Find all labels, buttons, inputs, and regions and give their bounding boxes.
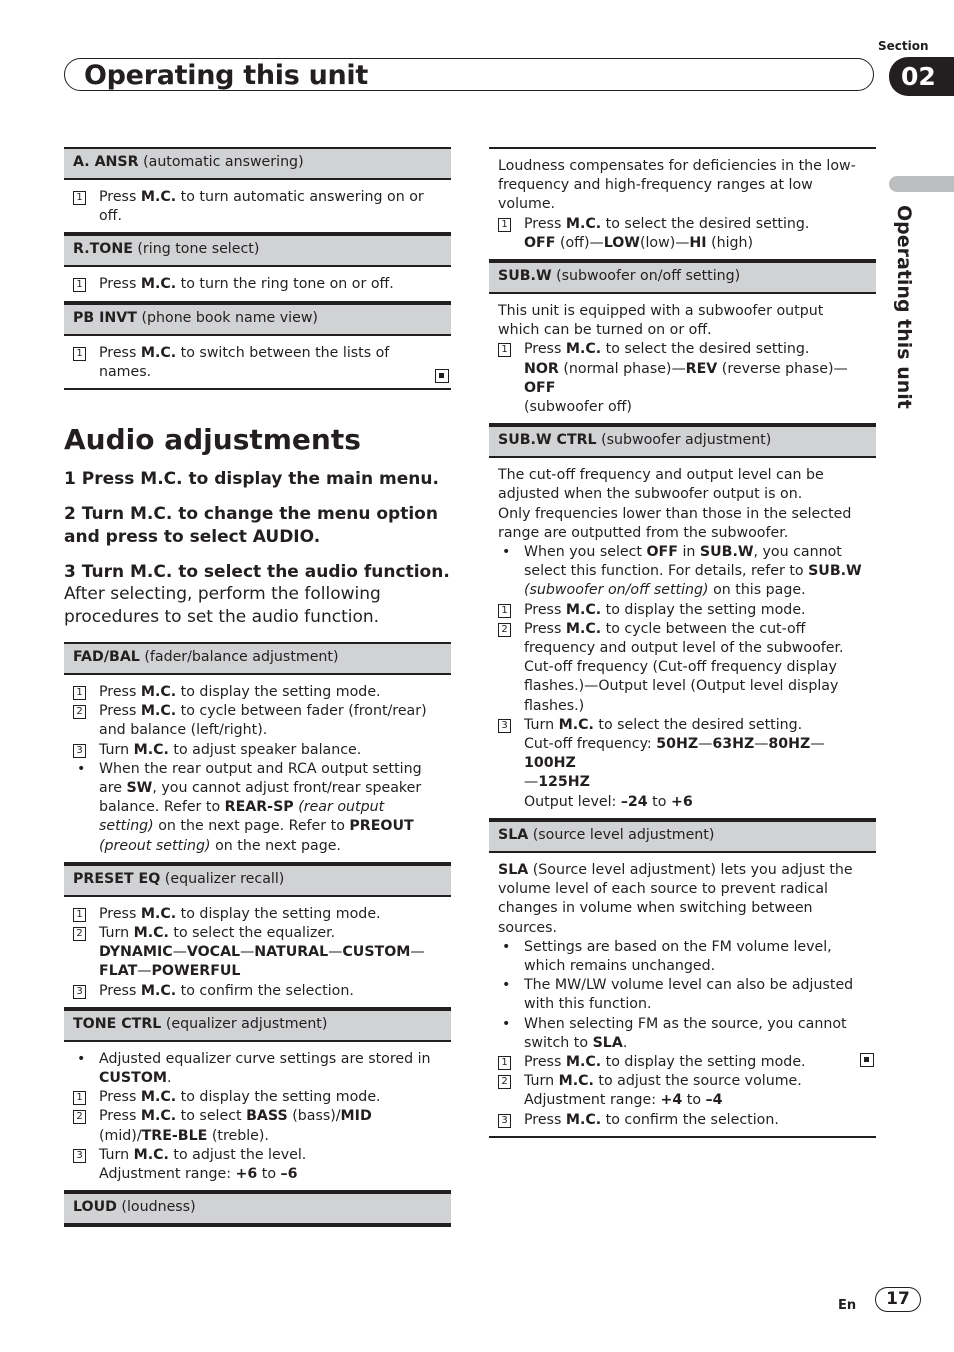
text-run: (mid)/ bbox=[99, 1127, 142, 1144]
text-run: –24 bbox=[620, 793, 648, 810]
text-run: CUSTOM bbox=[342, 944, 411, 961]
text-run: (high) bbox=[706, 234, 754, 251]
text-run: REV bbox=[685, 360, 718, 377]
numbered-step bbox=[498, 716, 867, 812]
text-run: (low)— bbox=[639, 234, 690, 251]
text-run: M.C. bbox=[565, 620, 602, 637]
numbered-step bbox=[498, 215, 867, 253]
text-run: M.C. bbox=[140, 276, 177, 293]
step-number: 1 bbox=[73, 1091, 86, 1105]
page-number: 17 bbox=[875, 1287, 921, 1312]
text-run: to display the setting mode. bbox=[601, 1053, 806, 1070]
bullet-item bbox=[73, 1050, 442, 1088]
text-run: Turn bbox=[99, 925, 134, 942]
text-run: — bbox=[240, 944, 255, 961]
text-run: Press bbox=[524, 601, 566, 618]
text-run: CUSTOM bbox=[99, 1070, 168, 1087]
text-run: +6 bbox=[235, 1166, 258, 1183]
text-run: Press bbox=[99, 1089, 141, 1106]
text-run: LOW bbox=[603, 234, 640, 251]
bullet-item bbox=[73, 760, 442, 856]
text-run: –4 bbox=[705, 1092, 723, 1109]
text-run: to display the setting mode. bbox=[601, 601, 806, 618]
step-number: 1 bbox=[73, 278, 86, 292]
settings-section bbox=[489, 261, 876, 425]
text-run: Loudness compensates for deficiencies in the low-frequency and high-frequency ranges at low volume. bbox=[498, 158, 856, 213]
text-run: SUB.W bbox=[808, 563, 862, 580]
step-number: 1 bbox=[73, 191, 86, 205]
step-3: 3 Turn M.C. to select the audio function. bbox=[64, 562, 450, 582]
text-run: Only frequencies lower than those in the selected range are outputted from the subwoofer. bbox=[498, 505, 852, 541]
text-run: The MW/LW volume level can also be adjusted with this function. bbox=[524, 977, 854, 1013]
text-run: — bbox=[698, 736, 713, 753]
text-run: Settings are based on the FM volume level, which remains unchanged. bbox=[524, 938, 832, 974]
section-header bbox=[64, 147, 451, 180]
text-run: This unit is equipped with a subwoofer output which can be turned on or off. bbox=[498, 303, 824, 339]
numbered-step bbox=[498, 620, 867, 716]
setting-description: (equalizer recall) bbox=[160, 870, 285, 887]
numbered-step bbox=[498, 1072, 867, 1110]
section-body bbox=[64, 180, 451, 232]
step-number: 3 bbox=[73, 985, 86, 999]
text-run: NATURAL bbox=[254, 944, 329, 961]
text-run: Adjusted equalizer curve settings are stored in bbox=[99, 1050, 431, 1067]
text-run: VOCAL bbox=[186, 944, 241, 961]
numbered-step bbox=[498, 601, 867, 620]
setting-name: FAD/BAL bbox=[73, 649, 140, 665]
text-run: Press bbox=[99, 703, 141, 720]
numbered-step bbox=[73, 344, 442, 382]
step-number: 1 bbox=[498, 343, 511, 357]
language-label: En bbox=[838, 1298, 857, 1313]
setting-description: (phone book name view) bbox=[136, 309, 318, 326]
text-run: SLA bbox=[592, 1034, 623, 1051]
text-run: to select the desired setting. bbox=[601, 341, 810, 358]
text-run: (subwoofer on/off setting) bbox=[524, 582, 709, 599]
bullet-icon: • bbox=[77, 1050, 86, 1067]
bullet-item bbox=[498, 938, 867, 976]
bullet-item bbox=[498, 1015, 867, 1053]
settings-section bbox=[489, 820, 876, 1138]
text-run: REAR-SP bbox=[224, 799, 294, 816]
text-run: . bbox=[167, 1070, 172, 1087]
numbered-step bbox=[73, 1107, 442, 1145]
text-run: Cut-off frequency (Cut-off frequency display flashes.)—Output level (Output level display flashes.) bbox=[524, 659, 839, 714]
step-2: 2 Turn M.C. to change the menu option and press to select AUDIO. bbox=[64, 504, 438, 547]
step-number: 2 bbox=[73, 927, 86, 941]
step-number: 1 bbox=[73, 686, 86, 700]
setting-name: PRESET EQ bbox=[73, 870, 161, 887]
left-top-sections bbox=[64, 147, 451, 390]
text-run: to cycle between the cut-off frequency and output level of the subwoofer. bbox=[524, 620, 844, 657]
section-header bbox=[489, 261, 876, 294]
text-run: M.C. bbox=[565, 1111, 602, 1128]
section-body bbox=[64, 1042, 451, 1190]
text-run: 63HZ bbox=[712, 736, 755, 753]
text-run: OFF bbox=[646, 544, 678, 561]
setting-name: SUB.W bbox=[498, 268, 552, 285]
text-run: M.C. bbox=[565, 1053, 602, 1070]
right-sections bbox=[489, 147, 876, 1138]
text-run: Press bbox=[524, 215, 566, 232]
text-run: SLA bbox=[498, 861, 529, 878]
text-run: Press bbox=[99, 276, 141, 293]
text-run: M.C. bbox=[565, 341, 602, 358]
text-run: Press bbox=[99, 684, 141, 700]
step-number: 3 bbox=[73, 1149, 86, 1163]
text-run: — bbox=[328, 944, 343, 961]
step-number: 3 bbox=[498, 719, 511, 733]
text-run: BASS bbox=[246, 1108, 288, 1125]
setting-name: LOUD bbox=[73, 1199, 117, 1216]
paragraph bbox=[498, 302, 867, 340]
step-number: 1 bbox=[498, 604, 511, 618]
step-3-description: After selecting, perform the following procedures to set the audio function. bbox=[64, 584, 381, 627]
text-run: When the rear output and RCA output setting are bbox=[99, 760, 422, 797]
text-run: M.C. bbox=[558, 716, 594, 733]
page-title: Operating this unit bbox=[84, 60, 368, 91]
text-run: When selecting FM as the source, you cannot switch to bbox=[524, 1015, 847, 1051]
paragraph bbox=[498, 157, 867, 215]
text-run: M.C. bbox=[133, 925, 169, 942]
text-run: M.C. bbox=[140, 1089, 177, 1106]
settings-section bbox=[64, 1192, 451, 1227]
text-run: M.C. bbox=[140, 905, 177, 922]
text-run: Adjustment range: bbox=[99, 1166, 236, 1183]
text-run: — bbox=[410, 944, 425, 961]
text-run: — bbox=[524, 774, 539, 791]
text-run: M.C. bbox=[140, 684, 177, 700]
step-number: 2 bbox=[498, 1075, 511, 1089]
text-run: Press bbox=[99, 344, 141, 361]
text-run: Turn bbox=[99, 1146, 134, 1163]
text-run: +6 bbox=[670, 793, 693, 810]
text-run: M.C. bbox=[140, 982, 177, 999]
step-number: 1 bbox=[498, 218, 511, 232]
text-run: Press bbox=[524, 620, 566, 637]
setting-description: (ring tone select) bbox=[132, 241, 260, 258]
text-run: to select the equalizer. bbox=[168, 925, 336, 942]
text-run: to select the desired setting. bbox=[601, 215, 810, 232]
numbered-step bbox=[73, 188, 442, 226]
setting-name: PB INVT bbox=[73, 309, 137, 326]
text-run: to adjust speaker balance. bbox=[168, 741, 362, 758]
text-run: Turn bbox=[524, 1073, 559, 1090]
text-run: M.C. bbox=[140, 344, 177, 361]
text-run: to select bbox=[176, 1108, 247, 1125]
step-number: 3 bbox=[73, 744, 86, 758]
section-body bbox=[489, 458, 876, 818]
setting-description: (fader/balance adjustment) bbox=[139, 649, 339, 665]
side-tab-label: Operating this unit bbox=[893, 205, 915, 409]
text-run: Press bbox=[99, 982, 141, 999]
text-run: — bbox=[810, 736, 825, 753]
text-run: to adjust the level. bbox=[168, 1146, 307, 1163]
text-run: +4 bbox=[660, 1092, 683, 1109]
text-run: Cut-off frequency: bbox=[524, 736, 657, 753]
step-number: 2 bbox=[73, 705, 86, 719]
text-run: FLAT bbox=[99, 963, 138, 980]
text-run: Output level: bbox=[524, 793, 621, 810]
text-run: (subwoofer off) bbox=[524, 399, 632, 416]
text-run: , you cannot select this function. For details, refer to bbox=[524, 544, 842, 580]
settings-section bbox=[64, 642, 451, 864]
text-run: SUB.W bbox=[699, 544, 754, 561]
text-run: M.C. bbox=[140, 1108, 177, 1125]
text-run: (rear output setting) bbox=[99, 799, 385, 835]
section-header bbox=[64, 303, 451, 336]
step-number: 2 bbox=[498, 623, 511, 637]
bullet-item bbox=[498, 543, 867, 601]
text-run: in bbox=[677, 544, 700, 561]
bullet-icon: • bbox=[77, 760, 86, 777]
section-header bbox=[489, 425, 876, 458]
text-run: M.C. bbox=[140, 189, 177, 205]
text-run: M.C. bbox=[558, 1073, 594, 1090]
text-run: (reverse phase)— bbox=[717, 360, 848, 377]
text-run: Press bbox=[524, 341, 566, 358]
text-run: 50HZ bbox=[656, 736, 699, 753]
text-run: When you select bbox=[524, 544, 647, 561]
text-run: POWERFUL bbox=[151, 963, 241, 980]
text-run: Press bbox=[99, 1108, 141, 1125]
text-run: (off)— bbox=[555, 234, 604, 251]
text-run: Adjustment range: bbox=[524, 1092, 661, 1109]
text-run: (treble). bbox=[207, 1127, 269, 1144]
numbered-step bbox=[498, 340, 867, 417]
section-header bbox=[64, 642, 451, 675]
audio-heading: Audio adjustments bbox=[64, 423, 361, 456]
section-label: Section bbox=[878, 39, 929, 53]
text-run: . bbox=[622, 1034, 628, 1051]
section-body bbox=[489, 853, 876, 1136]
section-body bbox=[64, 675, 451, 862]
numbered-step bbox=[73, 924, 442, 982]
text-run: to turn automatic answering on or off. bbox=[99, 189, 424, 225]
step-number: 1 bbox=[73, 908, 86, 922]
setting-description: (automatic answering) bbox=[138, 154, 304, 170]
text-run: MID bbox=[340, 1108, 372, 1125]
setting-description: (subwoofer on/off setting) bbox=[551, 268, 741, 285]
text-run: — bbox=[172, 944, 187, 961]
left-column bbox=[64, 147, 451, 390]
text-run: –6 bbox=[280, 1166, 298, 1183]
text-run: M.C. bbox=[140, 703, 177, 720]
left-bottom-column bbox=[64, 642, 451, 1227]
settings-section bbox=[489, 147, 876, 261]
text-run: (Source level adjustment) lets you adjust the volume level of each source to prevent radical changes in volume when switching between sources. bbox=[498, 861, 853, 936]
step-number: 1 bbox=[73, 347, 86, 361]
settings-section bbox=[489, 425, 876, 820]
text-run: to display the setting mode. bbox=[176, 1089, 381, 1106]
paragraph bbox=[498, 861, 867, 938]
text-run: to turn the ring tone on or off. bbox=[176, 276, 394, 293]
text-run: DYNAMIC bbox=[99, 944, 173, 961]
bullet-icon: • bbox=[502, 977, 511, 994]
text-run: to bbox=[647, 793, 671, 810]
numbered-step bbox=[73, 702, 442, 740]
section-body bbox=[64, 267, 451, 300]
section-header bbox=[64, 234, 451, 267]
step-number: 3 bbox=[498, 1114, 511, 1128]
text-run: — bbox=[137, 963, 152, 980]
numbered-step bbox=[498, 1053, 867, 1072]
bullet-icon: • bbox=[502, 938, 511, 955]
text-run: to adjust the source volume. bbox=[593, 1073, 802, 1090]
text-run: , you cannot adjust front/rear speaker balance. Refer to bbox=[99, 780, 422, 816]
section-body bbox=[489, 294, 876, 423]
text-run: M.C. bbox=[565, 601, 602, 618]
text-run: to display the setting mode. bbox=[176, 684, 381, 700]
settings-section bbox=[64, 147, 451, 234]
text-run: — bbox=[754, 736, 769, 753]
text-run: PREOUT bbox=[349, 818, 414, 835]
text-run: to bbox=[257, 1166, 281, 1183]
numbered-step bbox=[73, 275, 442, 294]
text-run: to select the desired setting. bbox=[593, 716, 803, 733]
setting-name: SUB.W CTRL bbox=[498, 432, 597, 449]
text-run: 125HZ bbox=[538, 774, 590, 791]
paragraph bbox=[498, 505, 867, 543]
text-run: (preout setting) bbox=[99, 837, 211, 854]
setting-name: R.TONE bbox=[73, 241, 133, 258]
text-run: Press bbox=[524, 1053, 566, 1070]
text-run: M.C. bbox=[133, 1146, 169, 1163]
text-run: M.C. bbox=[133, 741, 169, 758]
left-bottom-sections bbox=[64, 642, 451, 1227]
setting-description: (equalizer adjustment) bbox=[161, 1015, 328, 1032]
section-header bbox=[64, 864, 451, 897]
text-run: on this page. bbox=[708, 582, 806, 599]
text-run: NOR bbox=[524, 360, 559, 377]
paragraph bbox=[498, 466, 867, 504]
text-run: OFF bbox=[524, 379, 556, 396]
setting-description: (subwoofer adjustment) bbox=[596, 432, 772, 449]
step-number: 1 bbox=[498, 1056, 511, 1070]
numbered-step bbox=[73, 1088, 442, 1107]
setting-name: A. ANSR bbox=[73, 154, 139, 170]
numbered-step bbox=[73, 982, 442, 1001]
text-run: 80HZ bbox=[768, 736, 811, 753]
bullet-icon: • bbox=[502, 1015, 511, 1032]
text-run: Press bbox=[99, 905, 141, 922]
step-1: 1 Press M.C. to display the main menu. bbox=[64, 469, 439, 489]
numbered-step bbox=[73, 1146, 442, 1184]
setting-name: SLA bbox=[498, 826, 529, 843]
setting-description: (source level adjustment) bbox=[528, 826, 715, 843]
section-body bbox=[489, 149, 876, 259]
section-header bbox=[64, 1192, 451, 1225]
end-mark-icon bbox=[435, 369, 449, 383]
text-run: on the next page. Refer to bbox=[153, 818, 350, 835]
text-run: TRE-BLE bbox=[141, 1127, 208, 1144]
section-badge: 02 bbox=[889, 57, 954, 96]
settings-section bbox=[64, 303, 451, 390]
setting-name: TONE CTRL bbox=[73, 1015, 162, 1032]
numbered-step bbox=[73, 741, 442, 760]
bullet-icon: • bbox=[502, 544, 511, 561]
text-run: to confirm the selection. bbox=[176, 982, 354, 999]
text-run: Press bbox=[524, 1111, 566, 1128]
text-run: to bbox=[682, 1092, 706, 1109]
text-run: M.C. bbox=[565, 215, 602, 232]
end-mark-icon bbox=[860, 1053, 874, 1067]
numbered-step bbox=[73, 905, 442, 924]
text-run: 100HZ bbox=[524, 755, 576, 772]
bullet-item bbox=[498, 976, 867, 1014]
right-column bbox=[489, 147, 876, 1138]
text-run: Turn bbox=[524, 716, 559, 733]
text-run: (normal phase)— bbox=[558, 360, 686, 377]
text-run: OFF bbox=[524, 234, 556, 251]
numbered-step bbox=[73, 683, 442, 702]
section-header bbox=[489, 820, 876, 853]
text-run: HI bbox=[689, 234, 707, 251]
text-run: to cycle between fader (front/rear) and balance (left/right). bbox=[99, 703, 427, 739]
text-run: on the next page. bbox=[210, 837, 341, 854]
text-run: to switch between the lists of names. bbox=[99, 344, 390, 380]
section-body bbox=[64, 897, 451, 1007]
text-run: The cut-off frequency and output level can be adjusted when the subwoofer output is on. bbox=[498, 467, 824, 503]
text-run: to display the setting mode. bbox=[176, 905, 381, 922]
text-run: Turn bbox=[99, 741, 134, 758]
setting-description: (loudness) bbox=[116, 1199, 196, 1216]
side-tab-marker bbox=[889, 176, 954, 192]
settings-section bbox=[64, 1009, 451, 1192]
section-body bbox=[64, 336, 451, 388]
numbered-step bbox=[498, 1111, 867, 1130]
settings-section bbox=[64, 864, 451, 1009]
text-run: Press bbox=[99, 189, 141, 205]
text-run: to confirm the selection. bbox=[601, 1111, 779, 1128]
section-header bbox=[64, 1009, 451, 1042]
step-number: 2 bbox=[73, 1110, 86, 1124]
text-run: (bass)/ bbox=[287, 1108, 341, 1125]
text-run: SW bbox=[126, 780, 153, 797]
settings-section bbox=[64, 234, 451, 302]
